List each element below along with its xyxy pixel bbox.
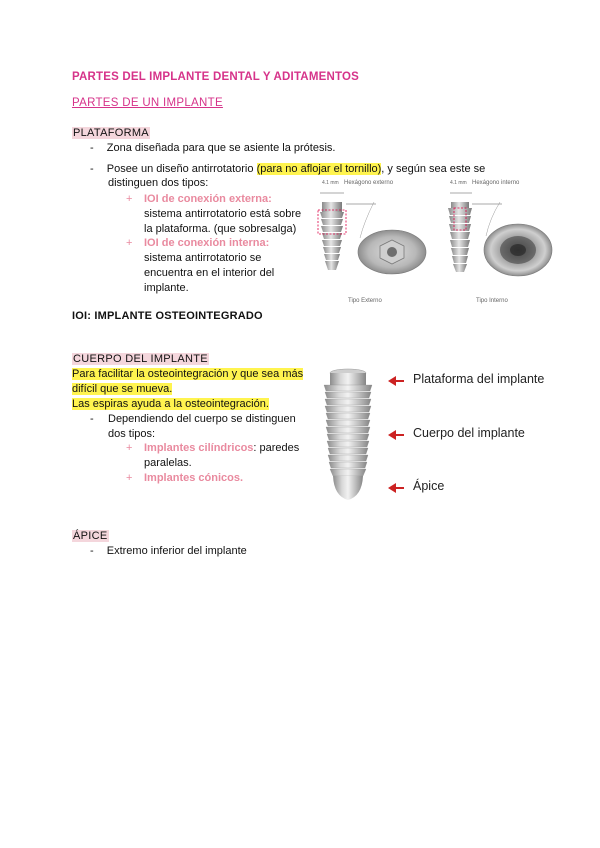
external-label: Hexágono externo xyxy=(344,180,394,186)
dash-marker: - xyxy=(90,413,94,425)
apice-heading-text: ÁPICE xyxy=(73,530,108,542)
apice-bullet-1 xyxy=(90,544,247,559)
sub-1-line-2: la plataforma. (que sobresalga) xyxy=(144,223,297,235)
plus-marker: + xyxy=(126,193,133,205)
external-dimension: 4.1 mm xyxy=(322,180,339,186)
external-caption: Tipo Externo xyxy=(348,298,382,304)
external-connection-image xyxy=(314,180,432,306)
cuerpo-highlight-block xyxy=(72,367,312,412)
arrow-plataforma xyxy=(390,380,404,382)
sub-1-line-1: sistema antirrotatorio está sobre xyxy=(144,208,302,220)
section-subtitle: PARTES DE UN IMPLANTE xyxy=(72,97,223,109)
cuerpo-highlight-2: difícil que se mueva. xyxy=(72,383,173,395)
internal-caption: Tipo Interno xyxy=(476,298,508,304)
plus-marker: + xyxy=(126,442,133,454)
dash-marker: - xyxy=(90,142,94,154)
ioi-heading: IOI: IMPLANTE OSTEOINTEGRADO xyxy=(72,310,263,322)
label-plataforma: Plataforma del implante xyxy=(413,372,545,386)
plataforma-bullet-2-text-b: , y según sea este se xyxy=(381,163,486,175)
internal-implant-svg xyxy=(442,188,560,306)
cuerpo-sub-1-title: Implantes cilíndricos xyxy=(144,442,254,454)
cuerpo-bullet-1-line-1: Dependiendo del cuerpo se distinguen xyxy=(108,413,296,425)
external-implant-svg xyxy=(314,188,432,306)
plataforma-heading-text: PLATAFORMA xyxy=(73,127,149,139)
label-apice: Ápice xyxy=(413,479,445,493)
dash-marker: - xyxy=(90,545,94,557)
sub-2-title: IOI de conexión interna: xyxy=(144,237,270,249)
internal-dimension: 4.1 mm xyxy=(450,180,467,186)
internal-connection-image xyxy=(442,180,560,306)
sub-1-title: IOI de conexión externa: xyxy=(144,193,272,205)
sub-2-line-1: sistema antirrotatorio se xyxy=(144,252,262,264)
cuerpo-sub-1 xyxy=(126,441,316,471)
sub-2-line-3: implante. xyxy=(144,282,189,294)
plataforma-bullet-1 xyxy=(90,141,335,156)
cuerpo-sub-2 xyxy=(126,471,316,486)
internal-label: Hexágono interno xyxy=(472,180,520,186)
plus-marker: + xyxy=(126,237,133,249)
document-title: PARTES DEL IMPLANTE DENTAL Y ADITAMENTOS xyxy=(72,71,360,83)
plataforma-bullet-2-highlight: (para no aflojar el tornillo) xyxy=(256,163,382,175)
cuerpo-heading-text: CUERPO DEL IMPLANTE xyxy=(73,353,208,365)
apice-bullet-1-text: Extremo inferior del implante xyxy=(106,545,247,557)
sub-2-line-2: encuentra en el interior del xyxy=(144,267,275,279)
plataforma-bullet-2 xyxy=(90,162,510,177)
implant-diagram-image xyxy=(318,366,378,504)
plataforma-bullet-1-text: Zona diseñada para que se asiente la prótesis. xyxy=(106,142,336,154)
label-cuerpo: Cuerpo del implante xyxy=(413,426,525,440)
plataforma-bullet-2-text-a: Posee un diseño antirrotatorio xyxy=(106,163,257,175)
implant-body-svg xyxy=(318,366,378,504)
cuerpo-heading xyxy=(72,353,209,365)
plataforma-sub-2 xyxy=(126,236,311,296)
dash-marker: - xyxy=(90,163,94,175)
plataforma-heading xyxy=(72,127,150,139)
apice-heading xyxy=(72,530,109,542)
plus-marker: + xyxy=(126,472,133,484)
cuerpo-highlight-1: Para facilitar la osteointegración y que sea más xyxy=(72,368,304,380)
plataforma-bullet-2-cont: distinguen dos tipos: xyxy=(108,177,209,189)
arrow-cuerpo xyxy=(390,434,404,436)
cuerpo-sub-1-line-2: paralelas. xyxy=(144,457,192,469)
plataforma-sub-1 xyxy=(126,192,311,237)
arrow-apice xyxy=(390,487,404,489)
cuerpo-bullet-1-line-2: dos tipos: xyxy=(108,428,156,440)
cuerpo-highlight-3: Las espiras ayuda a la osteointegración. xyxy=(72,398,269,410)
cuerpo-sub-2-title: Implantes cónicos. xyxy=(144,472,244,484)
cuerpo-bullet-1 xyxy=(90,412,320,442)
cuerpo-sub-1-rest: : paredes xyxy=(253,442,300,454)
